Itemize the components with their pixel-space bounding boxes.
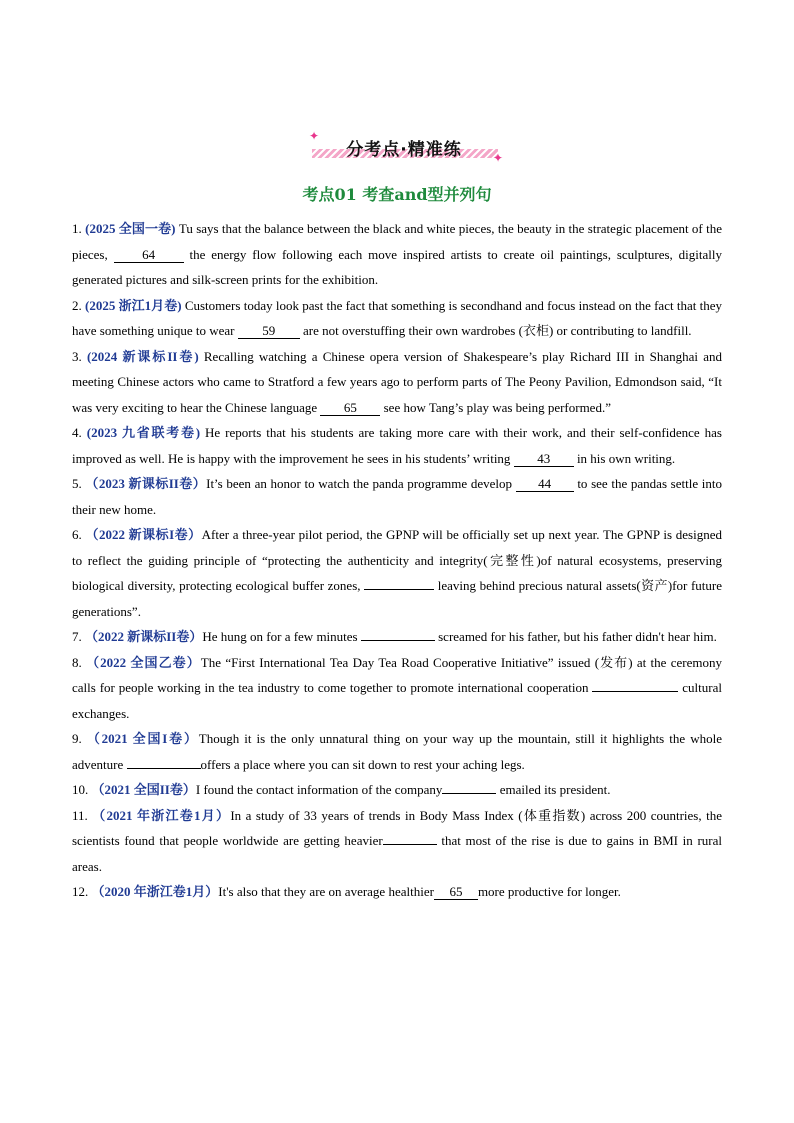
item-number: 10. [72,782,92,797]
exercise-item [72,293,722,344]
item-text-after: the energy flow following each move inspired artists to create oil paintings, sculptures, digitally generated pictures and silk-screen prints for the exhibition. [72,246,722,287]
exercise-item [72,777,722,803]
exercise-list [72,216,722,905]
item-number: 7. [72,629,85,644]
item-source: （2023 新课标II卷） [85,476,207,491]
item-text-after: to see the pandas settle into their new home. [72,476,722,517]
item-source: (2025 浙江1月卷) [85,297,182,313]
answer-blank[interactable]: 59 [238,323,300,339]
item-number: 4. [72,425,87,440]
item-text-after: screamed for his father, but his father didn't hear him. [434,629,717,644]
item-text-after: leaving behind precious natural assets(资产)for future generations”. [72,578,722,619]
item-text-before: After a three-year pilot period, the GPNP will be officially set up next year. The GPNP is designed to reflect the guiding principle of “protecting the authenticity and integrity(完整性)of natural ecosystems, preserving biological diversity, protecting ecological buffer zones, [72,527,723,593]
answer-blank[interactable] [383,829,437,845]
item-text-before: Recalling watching a Chinese opera version of Shakespeare’s play Richard III in Shanghai and meeting Chinese actors who came to Stratford a few years ago to perform parts of The Peony Pavilion, Edmondson said, “It was very exciting to hear the Chinese language [72,348,723,415]
item-text-after: more productive for longer. [477,884,621,899]
item-number: 12. [72,884,92,899]
answer-blank[interactable]: 44 [516,476,574,492]
item-text-before: In a study of 33 years of trends in Body Mass Index (体重指数) across 200 countries, the scientists found that people worldwide are getting heavier [72,807,722,848]
answer-blank[interactable] [361,625,435,641]
item-number: 9. [72,731,87,746]
item-source: （2022 新课标II卷） [85,629,203,644]
item-source: （2022 全国乙卷） [86,654,201,670]
answer-blank[interactable] [592,676,678,692]
exercise-item [72,522,722,624]
exercise-item [72,216,722,293]
item-text-after: cultural exchanges. [72,680,722,721]
exercise-item [72,726,722,777]
item-text-before: Tu says that the balance between the black and white pieces, the beauty in the strategic placement of the pieces, [72,221,722,262]
exercise-item [72,624,722,650]
item-number: 1. [72,221,86,236]
answer-blank[interactable] [127,753,201,769]
answer-blank[interactable] [364,574,434,590]
section-title: 考点01 考查and型并列句 [302,185,492,204]
item-source: （2021 全国I卷） [86,731,199,746]
item-source: (2023 九省联考卷) [86,425,201,440]
exercise-item [72,420,722,471]
item-text-before: Though it is the only unnatural thing on your way up the mountain, still it highlights the whole adventure [72,731,723,772]
banner-title: 分考点·精准练 [346,140,462,160]
item-source: (2025 全国一卷) [85,221,176,236]
item-text-after: emailed its president. [496,782,611,797]
item-number: 8. [72,654,87,670]
item-source: (2024 新课标II卷) [86,348,199,364]
section-banner [304,130,504,166]
item-source: （2022 新课标I卷） [85,527,202,542]
sparkle-icon: ✦ [309,129,320,143]
item-text-before: It's also that they are on average healthier [218,884,434,899]
item-source: （2021 年浙江卷1月） [92,807,231,823]
item-text-after: are not overstuffing their own wardrobes (衣柜) or contributing to landfill. [299,323,692,338]
item-number: 11. [72,807,93,823]
item-text-before: He hung on for a few minutes [202,629,361,644]
item-text-after: in his own writing. [573,450,676,466]
exercise-item [72,879,722,905]
item-text-before: It’s been an honor to watch the panda programme develop [206,476,516,491]
item-number: 5. [72,476,86,491]
item-number: 6. [72,527,86,542]
item-text-after: see how Tang’s play was being performed.” [380,399,611,415]
item-number: 2. [72,297,86,313]
item-text-before: Customers today look past the fact that something is secondhand and focus instead on the fact that they have something unique to wear [72,297,722,338]
item-source: （2021 全国II卷） [91,782,196,797]
item-text-before: I found the contact information of the company [195,782,443,797]
answer-blank[interactable]: 43 [514,451,574,467]
answer-blank[interactable]: 64 [114,247,184,263]
item-text-after: offers a place where you can sit down to rest your aching legs. [200,756,525,772]
exercise-item [72,344,722,421]
answer-blank[interactable]: 65 [320,400,380,416]
answer-blank[interactable] [442,778,496,794]
item-source: （2020 年浙江卷1月） [91,884,219,899]
item-text-before: He reports that his students are taking more care with their work, and their self-confidence has improved as well. He is happy with the improvement he sees in his students’ writing [72,425,722,466]
item-text-after: that most of the rise is due to gains in BMI in rural areas. [72,833,723,874]
exercise-item [72,803,722,880]
answer-blank[interactable]: 65 [434,884,478,900]
sparkle-icon: ✦ [493,151,504,165]
exercise-item [72,650,722,727]
item-text-before: The “First International Tea Day Tea Road Cooperative Initiative” issued (发布) at the ceremony calls for people working in the tea industry to come together to promote international cooperation [72,654,723,695]
exercise-item [72,471,722,522]
item-number: 3. [72,348,87,364]
